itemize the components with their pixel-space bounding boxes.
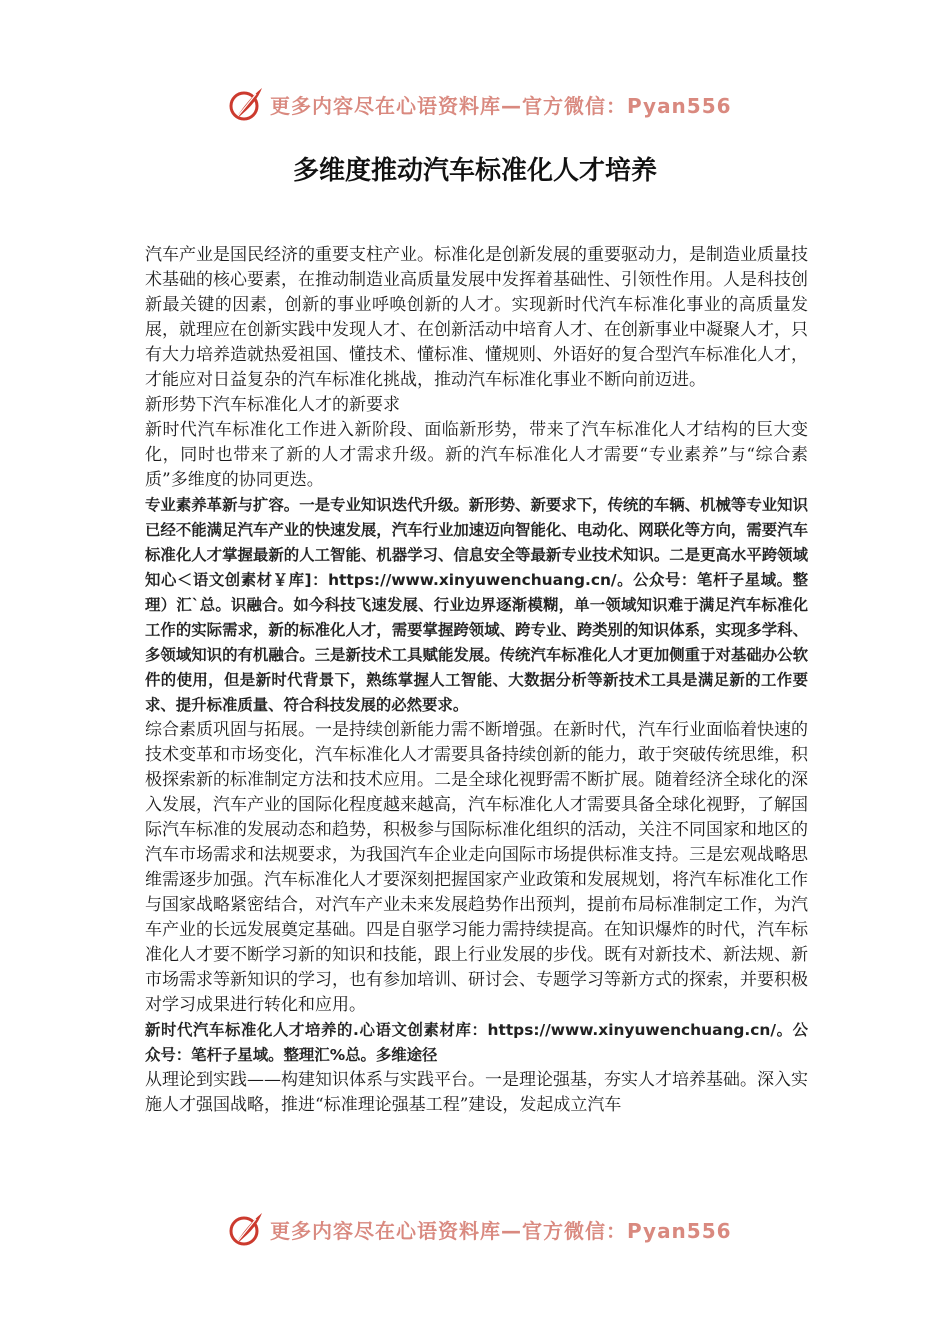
header-watermark-banner — [226, 84, 732, 124]
footer-watermark-banner — [226, 1209, 732, 1249]
footer-watermark-text: 更多内容尽在心语资料库—官方微信：Pyan556 — [270, 1218, 732, 1243]
body-paragraph: 新时代汽车标准化工作进入新阶段、面临新形势，带来了汽车标准化人才结构的巨大变化，同时也带来了新的人才需求升级。新的汽车标准化人才需要“专业素养”与“综合素质”多维度的协同更迭。 — [145, 420, 808, 490]
section-heading-new-requirements: 新形势下汽车标准化人才的新要求 — [145, 395, 400, 415]
feather-pen-logo-icon — [226, 84, 266, 124]
theory-to-practice-paragraph: 从理论到实践——构建知识体系与实践平台。一是理论强基，夯实人才培养基础。深入实施人才强国战略，推进“标准理论强基工程”建设，发起成立汽车 — [145, 1070, 808, 1115]
document-title: 多维度推动汽车标准化人才培养 — [292, 156, 657, 186]
section-heading-training-paths: 新时代汽车标准化人才培养的.心语文创素材库：https://www.xinyuwenchuang.cn/。公众号：笔杆子星域。整理汇%总。多维途径 — [145, 1021, 808, 1064]
professional-literacy-paragraph: 专业素养革新与扩容。一是专业知识迭代升级。新形势、新要求下，传统的车辆、机械等专业知识已经不能满足汽车产业的快速发展，汽车行业加速迈向智能化、电动化、网联化等方向，需要汽车标准化人才掌握最新的人工智能、机器学习、信息安全等最新专业技术知识。二是更高水平跨领域知心＜语文创素材￥库]：https://www.xinyuwenchuang.cn/。公众号：笔杆子星域。整理）汇`总。识融合。如今科技飞速发展、行业边界逐渐模糊，单一领域知识难于满足汽车标准化工作的实际需求，新的标准化人才，需要掌握跨领域、跨专业、跨类别的知识体系，实现多学科、多领域知识的有机融合。三是新技术工具赋能发展。传统汽车标准化人才更加侧重于对基础办公软件的使用，但是新时代背景下，熟练掌握人工智能、大数据分析等新技术工具是满足新的工作要求、提升标准质量、符合科技发展的必然要求。 — [145, 496, 808, 714]
comprehensive-quality-paragraph: 综合素质巩固与拓展。一是持续创新能力需不断增强。在新时代，汽车行业面临着快速的技术变革和市场变化，汽车标准化人才需要具备持续创新的能力，敢于突破传统思维，积极探索新的标准制定方法和技术应用。二是全球化视野需不断扩展。随着经济全球化的深入发展，汽车产业的国际化程度越来越高，汽车标准化人才需要具备全球化视野，了解国际汽车标准的发展动态和趋势，积极参与国际标准化组织的活动，关注不同国家和地区的汽车市场需求和法规要求，为我国汽车企业走向国际市场提供标准支持。三是宏观战略思维需逐步加强。汽车标准化人才要深刻把握国家产业政策和发展规划，将汽车标准化工作与国家战略紧密结合，对汽车产业未来发展趋势作出预判，提前布局标准制定工作，为汽车产业的长远发展奠定基础。四是自驱学习能力需持续提高。在知识爆炸的时代，汽车标准化人才要不断学习新的知识和技能，跟上行业发展的步伐。既有对新技术、新法规、新市场需求等新知识的学习，也有参加培训、研讨会、专题学习等新方式的探索，并要积极对学习成果进行转化和应用。 — [145, 720, 808, 1015]
feather-pen-logo-icon — [226, 1209, 266, 1249]
intro-paragraph: 汽车产业是国民经济的重要支柱产业。标准化是创新发展的重要驱动力，是制造业质量技术基础的核心要素，在推动制造业高质量发展中发挥着基础性、引领性作用。人是科技创新最关键的因素，创新的事业呼唤创新的人才。实现新时代汽车标准化事业的高质量发展，就理应在创新实践中发现人才、在创新活动中培育人才、在创新事业中凝聚人才，只有大力培养造就热爱祖国、懂技术、懂标准、懂规则、外语好的复合型汽车标准化人才，才能应对日益复杂的汽车标准化挑战，推动汽车标准化事业不断向前迈进。 — [145, 245, 808, 390]
document-body — [145, 243, 808, 1118]
header-watermark-text: 更多内容尽在心语资料库—官方微信：Pyan556 — [270, 93, 732, 118]
